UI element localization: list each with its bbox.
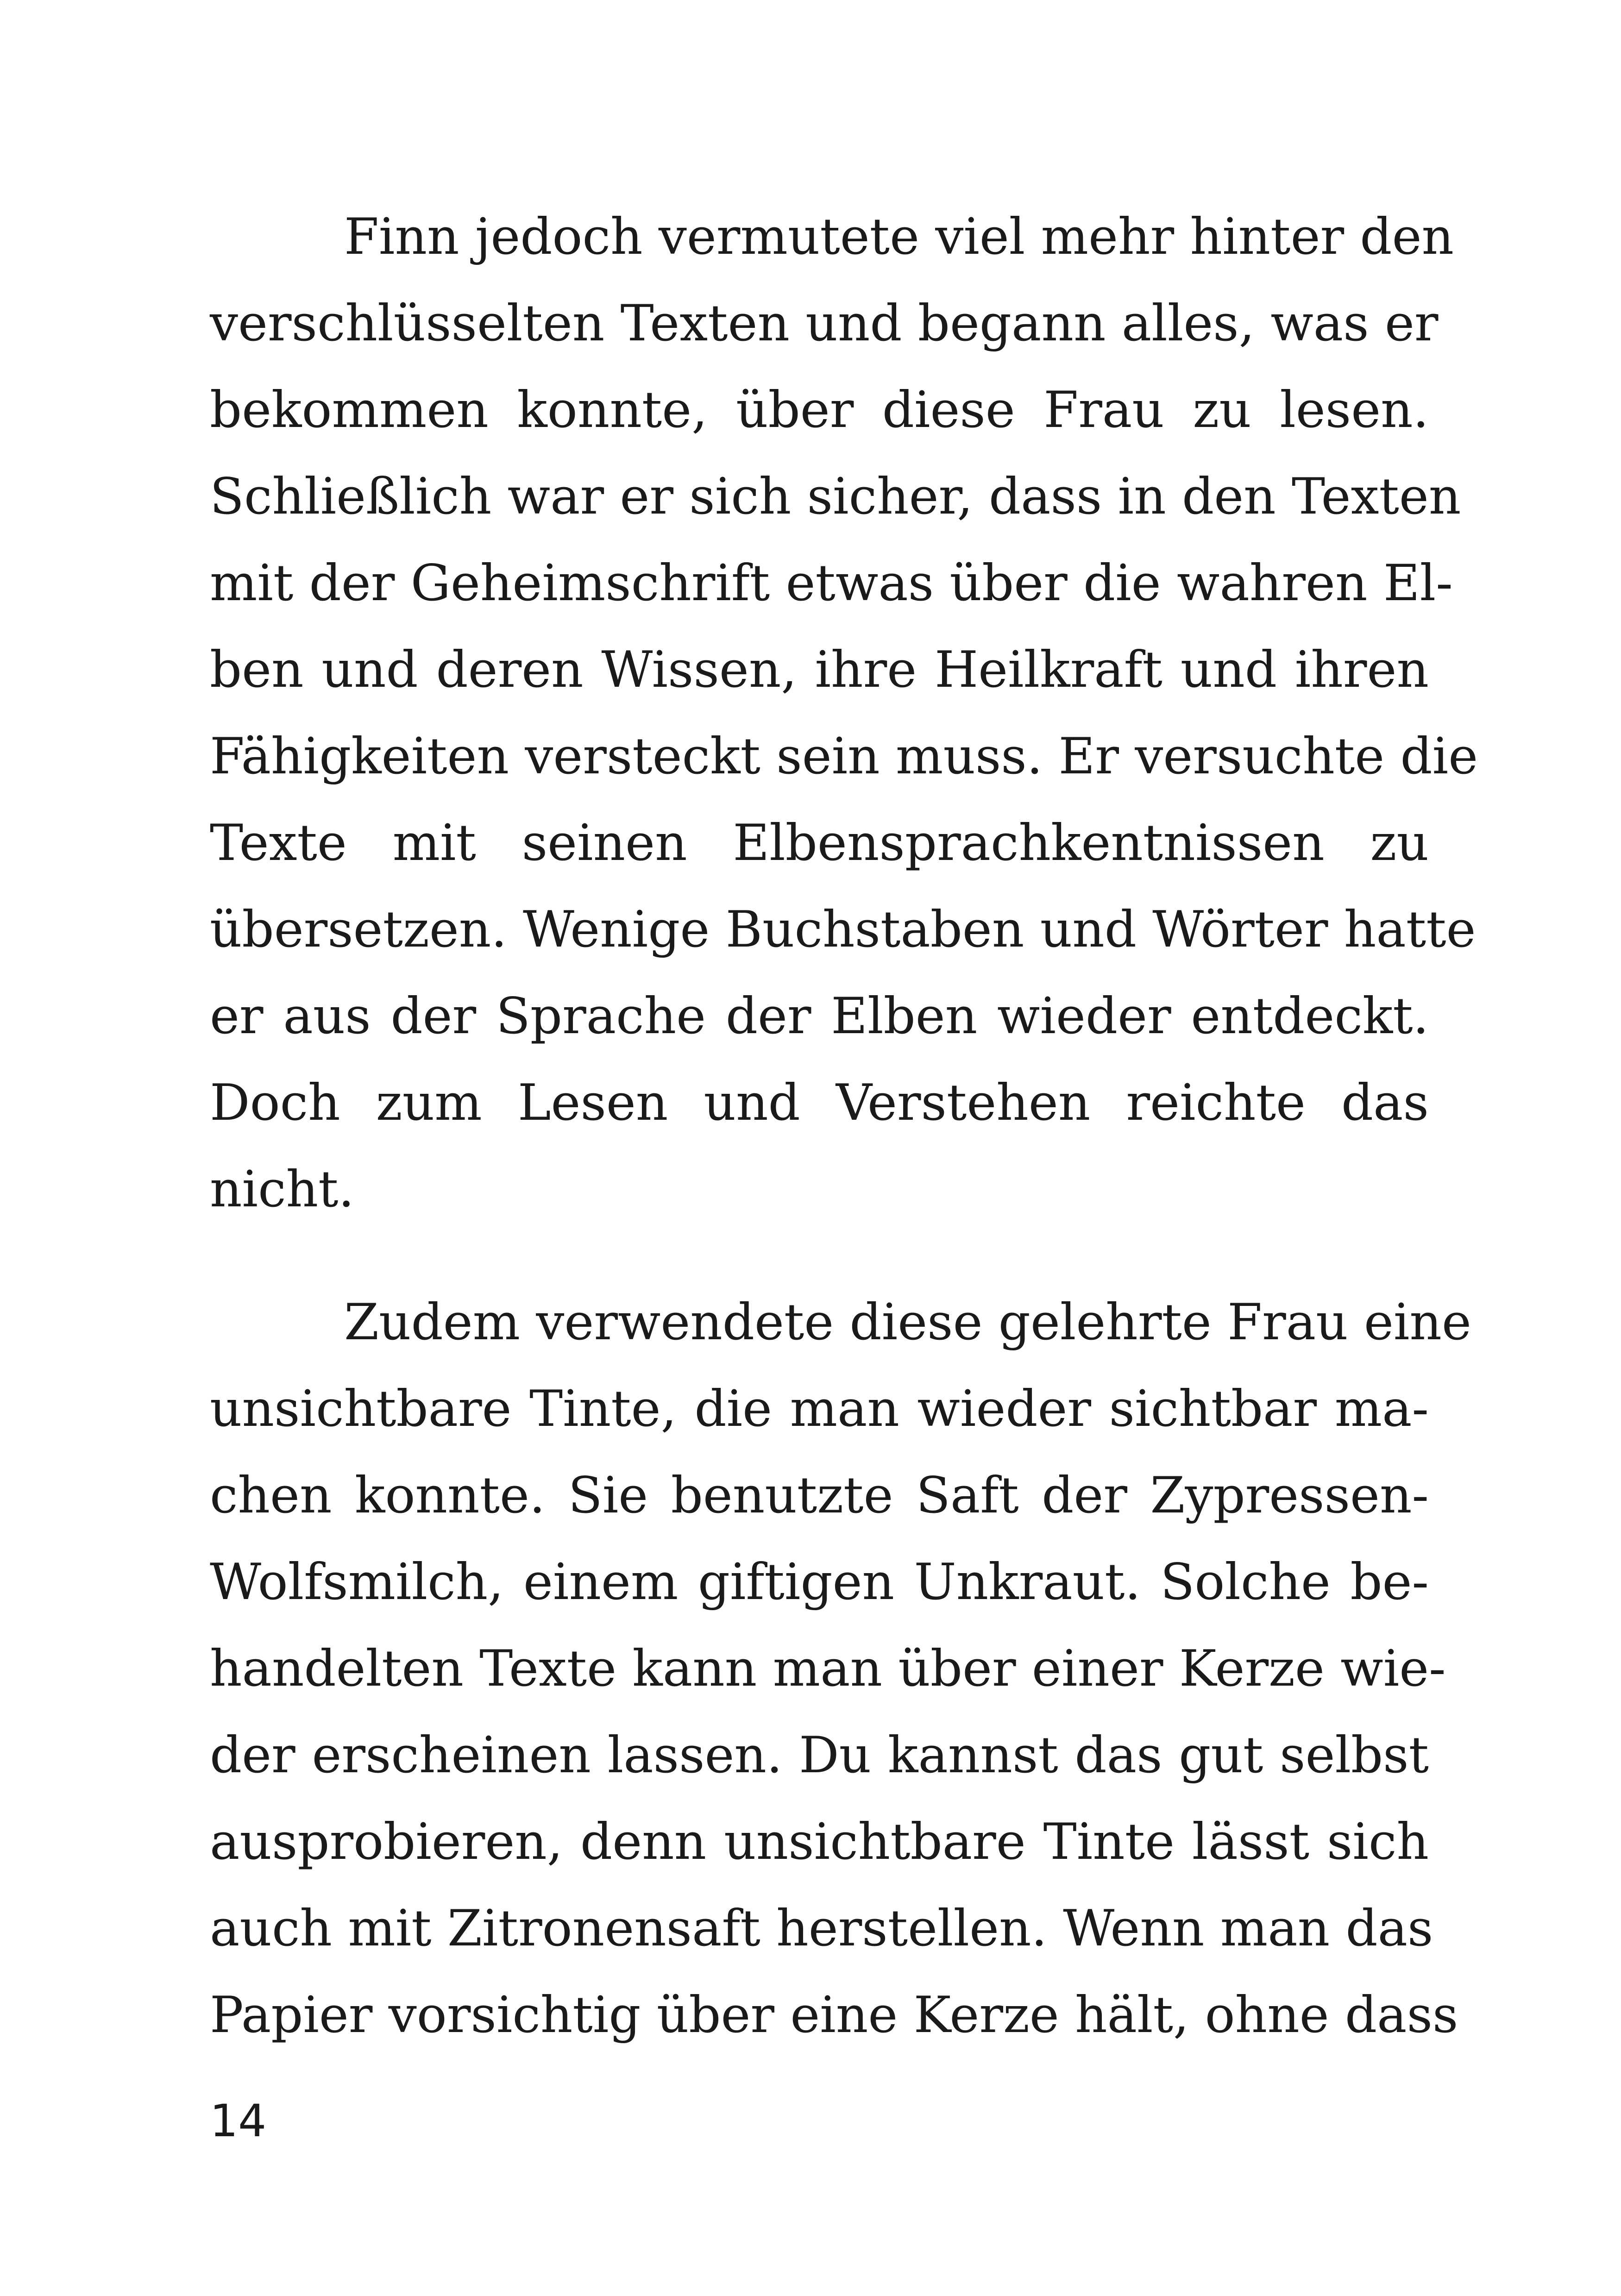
text-line: ausprobieren, denn unsichtbare Tinte lässt sich: [210, 1813, 1429, 1871]
text-line: Wolfsmilch, einem giftigen Unkraut. Solche be-: [210, 1553, 1429, 1611]
text-line: mit der Geheimschrift etwas über die wahren El-: [210, 554, 1453, 612]
text-line: ben und deren Wissen, ihre Heilkraft und ihren: [210, 641, 1429, 699]
text-line: Fähigkeiten versteckt sein muss. Er versuchte die: [210, 728, 1478, 785]
text-line: auch mit Zitronensaft herstellen. Wenn man das: [210, 1900, 1433, 1957]
text-line: Doch zum Lesen und Verstehen reichte das: [210, 1074, 1429, 1132]
text-line: bekommen konnte, über diese Frau zu lesen.: [210, 381, 1429, 439]
text-line: übersetzen. Wenige Buchstaben und Wörter hatte: [210, 901, 1476, 959]
text-line: unsichtbare Tinte, die man wieder sichtbar ma-: [210, 1380, 1429, 1438]
text-line: Zudem verwendete diese gelehrte Frau eine: [344, 1293, 1471, 1351]
text-line: handelten Texte kann man über einer Kerze wie-: [210, 1640, 1446, 1698]
text-line: er aus der Sprache der Elben wieder entdeckt.: [210, 987, 1429, 1045]
paragraph: [210, 194, 1478, 1233]
text-line: nicht.: [210, 1161, 354, 1218]
page-number: 14: [210, 2095, 267, 2147]
text-line: Schließlich war er sich sicher, dass in den Texten: [210, 468, 1461, 526]
text-line: verschlüsselten Texten und begann alles, was er: [210, 295, 1439, 352]
text-line: Finn jedoch vermutete viel mehr hinter den: [344, 208, 1454, 266]
paragraph-spacing: [210, 1233, 1429, 1279]
body-text: [210, 194, 1478, 2058]
text-line: Papier vorsichtig über eine Kerze hält, ohne dass: [210, 1986, 1458, 2044]
text-line: chen konnte. Sie benutzte Saft der Zypressen-: [210, 1467, 1429, 1524]
paragraph: [210, 1279, 1471, 2058]
text-line: Texte mit seinen Elbensprachkentnissen zu: [210, 814, 1429, 872]
text-line: der erscheinen lassen. Du kannst das gut selbst: [210, 1726, 1429, 1784]
